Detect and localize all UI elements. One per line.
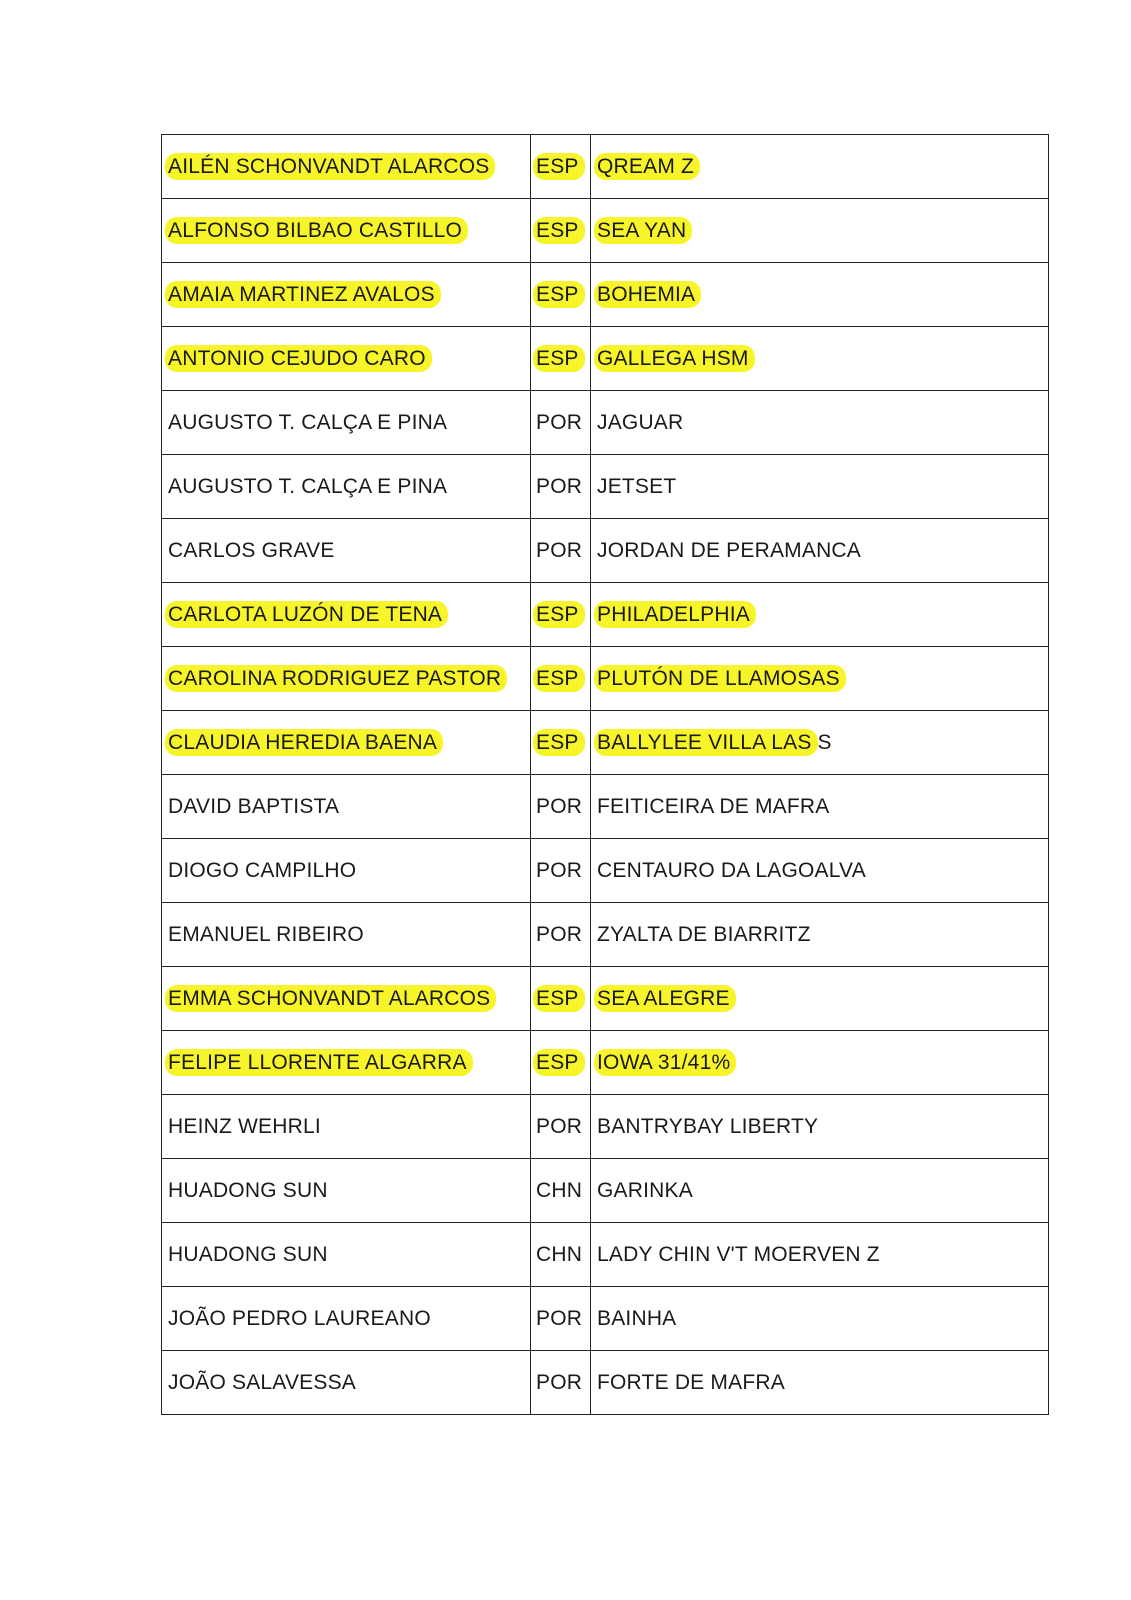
rider-cell-text: CAROLINA RODRIGUEZ PASTOR bbox=[165, 665, 507, 692]
rider-cell bbox=[162, 711, 531, 775]
horse-cell bbox=[591, 839, 1049, 903]
nation-cell bbox=[531, 1223, 591, 1287]
nation-cell bbox=[531, 455, 591, 519]
rider-cell-text: FELIPE LLORENTE ALGARRA bbox=[165, 1049, 473, 1076]
table-row bbox=[162, 455, 1049, 519]
nation-cell-text: CHN bbox=[536, 1178, 583, 1202]
rider-cell-text: AILÉN SCHONVANDT ALARCOS bbox=[165, 153, 495, 180]
entries-table-body bbox=[162, 135, 1049, 1415]
horse-cell bbox=[591, 1095, 1049, 1159]
nation-cell bbox=[531, 903, 591, 967]
nation-cell-text: POR bbox=[536, 922, 583, 946]
rider-cell-text: ALFONSO BILBAO CASTILLO bbox=[165, 217, 468, 244]
nation-cell bbox=[531, 199, 591, 263]
rider-cell bbox=[162, 903, 531, 967]
table-row bbox=[162, 1223, 1049, 1287]
horse-cell-text: PLUTÓN DE LLAMOSAS bbox=[594, 665, 846, 692]
rider-cell-text: EMMA SCHONVANDT ALARCOS bbox=[165, 985, 496, 1012]
horse-cell-text: CENTAURO DA LAGOALVA bbox=[597, 858, 866, 882]
horse-cell-text: BANTRYBAY LIBERTY bbox=[597, 1114, 819, 1138]
horse-cell bbox=[591, 647, 1049, 711]
rider-cell bbox=[162, 519, 531, 583]
nation-cell-text: POR bbox=[536, 1306, 583, 1330]
table-row bbox=[162, 263, 1049, 327]
horse-cell-text: GARINKA bbox=[597, 1178, 693, 1202]
rider-cell bbox=[162, 135, 531, 199]
rider-cell bbox=[162, 199, 531, 263]
horse-cell bbox=[591, 263, 1049, 327]
horse-cell bbox=[591, 391, 1049, 455]
rider-cell bbox=[162, 455, 531, 519]
rider-cell-text: CARLOS GRAVE bbox=[168, 538, 335, 562]
horse-cell bbox=[591, 583, 1049, 647]
table-row bbox=[162, 1351, 1049, 1415]
nation-cell bbox=[531, 1287, 591, 1351]
nation-cell bbox=[531, 1351, 591, 1415]
horse-cell bbox=[591, 1223, 1049, 1287]
nation-cell bbox=[531, 967, 591, 1031]
horse-cell-text: SEA ALEGRE bbox=[594, 985, 736, 1012]
table-row bbox=[162, 839, 1049, 903]
rider-cell bbox=[162, 327, 531, 391]
nation-cell bbox=[531, 583, 591, 647]
rider-cell bbox=[162, 775, 531, 839]
nation-cell-text: CHN bbox=[536, 1242, 583, 1266]
horse-cell-text: JETSET bbox=[597, 474, 677, 498]
horse-cell-text: JAGUAR bbox=[597, 410, 684, 434]
table-row bbox=[162, 519, 1049, 583]
horse-cell bbox=[591, 1351, 1049, 1415]
horse-cell bbox=[591, 1159, 1049, 1223]
horse-cell-text: LADY CHIN V'T MOERVEN Z bbox=[597, 1242, 880, 1266]
horse-cell-text: QREAM Z bbox=[594, 153, 700, 180]
entries-table bbox=[161, 134, 1049, 1415]
horse-cell bbox=[591, 967, 1049, 1031]
table-row bbox=[162, 775, 1049, 839]
rider-cell-text: CARLOTA LUZÓN DE TENA bbox=[165, 601, 448, 628]
horse-cell-text: BALLYLEE VILLA LAS bbox=[594, 729, 818, 756]
nation-cell-text: POR bbox=[536, 538, 583, 562]
horse-cell bbox=[591, 327, 1049, 391]
horse-cell bbox=[591, 1287, 1049, 1351]
nation-cell-text: POR bbox=[536, 794, 583, 818]
rider-cell bbox=[162, 967, 531, 1031]
rider-cell-text: ANTONIO CEJUDO CARO bbox=[165, 345, 432, 372]
horse-cell-text: JORDAN DE PERAMANCA bbox=[597, 538, 862, 562]
horse-cell bbox=[591, 199, 1049, 263]
rider-cell-text: EMANUEL RIBEIRO bbox=[168, 922, 364, 946]
table-row bbox=[162, 583, 1049, 647]
rider-cell-text: CLAUDIA HEREDIA BAENA bbox=[165, 729, 443, 756]
rider-cell-text: DAVID BAPTISTA bbox=[168, 794, 340, 818]
rider-cell bbox=[162, 647, 531, 711]
rider-cell-text: HEINZ WEHRLI bbox=[168, 1114, 321, 1138]
nation-cell-text: POR bbox=[536, 410, 583, 434]
table-row bbox=[162, 711, 1049, 775]
nation-cell bbox=[531, 711, 591, 775]
table-row bbox=[162, 903, 1049, 967]
horse-cell-text: FEITICEIRA DE MAFRA bbox=[597, 794, 830, 818]
horse-cell bbox=[591, 903, 1049, 967]
table-row bbox=[162, 1159, 1049, 1223]
rider-cell-text: AUGUSTO T. CALÇA E PINA bbox=[168, 474, 448, 498]
table-row bbox=[162, 1095, 1049, 1159]
rider-cell bbox=[162, 1031, 531, 1095]
rider-cell bbox=[162, 1351, 531, 1415]
table-row bbox=[162, 967, 1049, 1031]
rider-cell-text: DIOGO CAMPILHO bbox=[168, 858, 357, 882]
nation-cell-text: POR bbox=[536, 858, 583, 882]
nation-cell bbox=[531, 519, 591, 583]
nation-cell-text: POR bbox=[536, 1370, 583, 1394]
rider-cell-text: JOÃO PEDRO LAUREANO bbox=[168, 1306, 431, 1330]
nation-cell-text: ESP bbox=[533, 345, 585, 372]
rider-cell bbox=[162, 1159, 531, 1223]
nation-cell-text: ESP bbox=[533, 601, 585, 628]
horse-cell bbox=[591, 135, 1049, 199]
horse-cell-text: PHILADELPHIA bbox=[594, 601, 756, 628]
nation-cell bbox=[531, 839, 591, 903]
nation-cell bbox=[531, 135, 591, 199]
rider-cell-text: HUADONG SUN bbox=[168, 1178, 328, 1202]
rider-cell bbox=[162, 1287, 531, 1351]
rider-cell-text: AMAIA MARTINEZ AVALOS bbox=[165, 281, 441, 308]
table-row bbox=[162, 391, 1049, 455]
rider-cell-text: HUADONG SUN bbox=[168, 1242, 328, 1266]
nation-cell-text: POR bbox=[536, 1114, 583, 1138]
horse-cell-tail-text: S bbox=[817, 730, 832, 754]
rider-cell bbox=[162, 583, 531, 647]
horse-cell bbox=[591, 455, 1049, 519]
horse-cell-text: BOHEMIA bbox=[594, 281, 701, 308]
rider-cell bbox=[162, 263, 531, 327]
nation-cell-text: ESP bbox=[533, 985, 585, 1012]
nation-cell bbox=[531, 1159, 591, 1223]
nation-cell bbox=[531, 327, 591, 391]
table-row bbox=[162, 1031, 1049, 1095]
rider-cell-text: JOÃO SALAVESSA bbox=[168, 1370, 356, 1394]
horse-cell-text: BAINHA bbox=[597, 1306, 677, 1330]
rider-cell bbox=[162, 1095, 531, 1159]
horse-cell bbox=[591, 775, 1049, 839]
table-row bbox=[162, 327, 1049, 391]
table-row bbox=[162, 647, 1049, 711]
rider-cell bbox=[162, 839, 531, 903]
nation-cell-text: ESP bbox=[533, 665, 585, 692]
nation-cell-text: ESP bbox=[533, 217, 585, 244]
horse-cell-text: GALLEGA HSM bbox=[594, 345, 755, 372]
horse-cell-text: IOWA 31/41% bbox=[594, 1049, 736, 1076]
horse-cell bbox=[591, 519, 1049, 583]
nation-cell-text: ESP bbox=[533, 153, 585, 180]
nation-cell-text: POR bbox=[536, 474, 583, 498]
table-row bbox=[162, 1287, 1049, 1351]
rider-cell bbox=[162, 391, 531, 455]
nation-cell bbox=[531, 775, 591, 839]
horse-cell-text: ZYALTA DE BIARRITZ bbox=[597, 922, 811, 946]
horse-cell-text: FORTE DE MAFRA bbox=[597, 1370, 785, 1394]
table-row bbox=[162, 199, 1049, 263]
nation-cell-text: ESP bbox=[533, 1049, 585, 1076]
nation-cell bbox=[531, 391, 591, 455]
table-row bbox=[162, 135, 1049, 199]
rider-cell-text: AUGUSTO T. CALÇA E PINA bbox=[168, 410, 448, 434]
nation-cell-text: ESP bbox=[533, 729, 585, 756]
nation-cell bbox=[531, 1031, 591, 1095]
nation-cell-text: ESP bbox=[533, 281, 585, 308]
horse-cell bbox=[591, 711, 1049, 775]
nation-cell bbox=[531, 263, 591, 327]
rider-cell bbox=[162, 1223, 531, 1287]
horse-cell-text: SEA YAN bbox=[594, 217, 692, 244]
horse-cell bbox=[591, 1031, 1049, 1095]
nation-cell bbox=[531, 1095, 591, 1159]
nation-cell bbox=[531, 647, 591, 711]
